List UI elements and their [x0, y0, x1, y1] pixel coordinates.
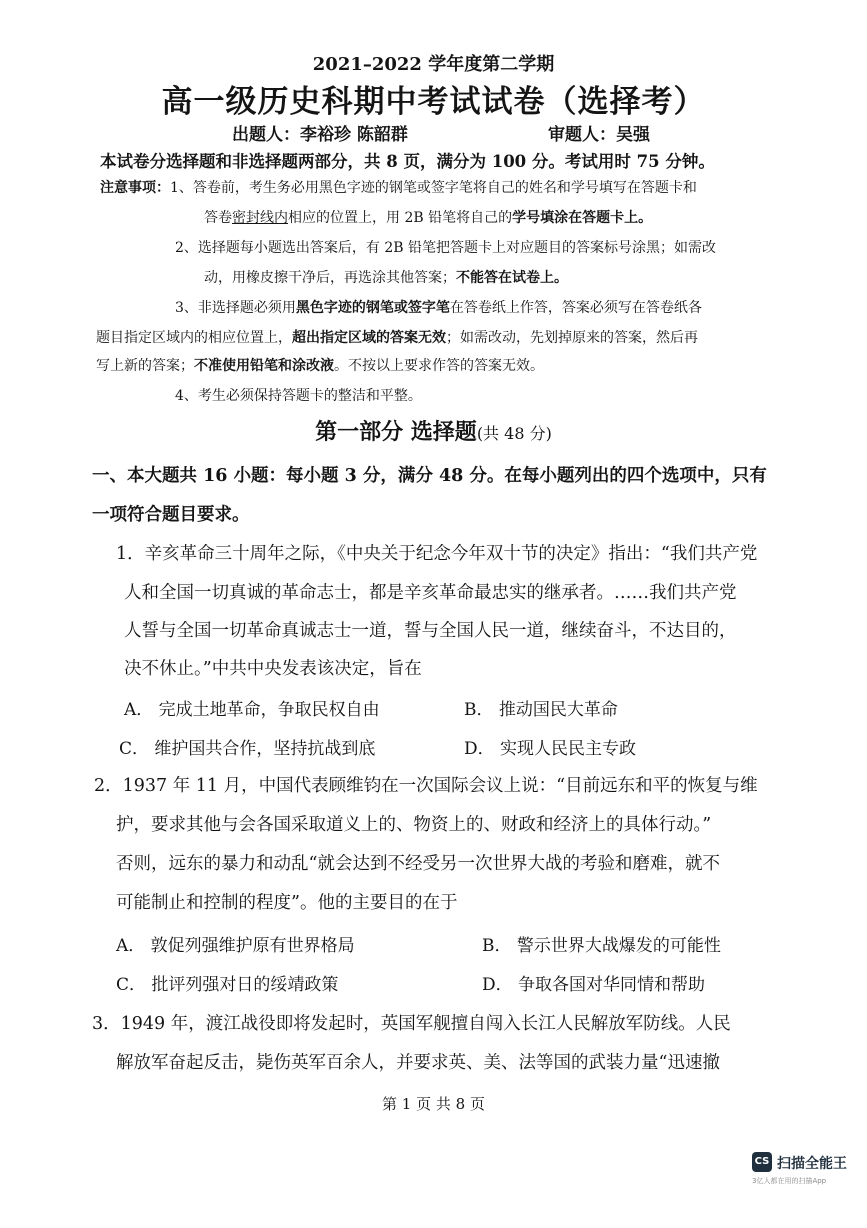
note-1-text-a: 1、答卷前，考生务必用黑色字迹的钢笔或签字笔将自己的姓名和学号填写在答题卡和: [170, 180, 697, 196]
note-1-emphasis: 学号填涂在答题卡上。: [512, 210, 653, 226]
q2-stem-line-1: 2．1937 年 11 月，中国代表顾维钧在一次国际会议上说：“目前远东和平的恢复与维: [94, 776, 758, 796]
note-3-emphasis-b: 超出指定区域的答案无效: [292, 330, 446, 346]
setter-line: 出题人：李裕珍 陈韶群: [232, 125, 408, 145]
note-3-emphasis-c: 不准使用铅笔和涂改液: [194, 358, 334, 374]
reviewer-line: 审题人：吴强: [548, 125, 650, 145]
section-instruction-1: 一、本大题共 16 小题：每小题 3 分，满分 48 分。在每小题列出的四个选项中，只有: [92, 466, 767, 486]
note-3-text-a3: 在答卷纸上作答，答案必须写在答卷纸各: [449, 300, 702, 316]
note-3-text-c1: 写上新的答案；: [96, 358, 194, 374]
note-1-text-b3: 相应的位置上，用 2B 铅笔将自己的: [288, 210, 513, 226]
note-3-line-1: [175, 298, 702, 318]
q2-option-d: D． 争取各国对华同情和帮助: [482, 975, 706, 995]
q2-stem-line-2: 护，要求其他与会各国采取道义上的、物资上的、财政和经济上的具体行动。”: [116, 815, 712, 835]
page-footer: 第 1 页 共 8 页: [382, 1095, 485, 1113]
q1-stem-line-3: 人誓与全国一切革命真诚志士一道，誓与全国人民一道，继续奋斗，不达目的，: [124, 621, 737, 641]
q1-stem-line-2: 人和全国一切真诚的革命志士，都是辛亥革命最忠实的继承者。……我们共产党: [124, 583, 737, 603]
note-3-line-2: [96, 328, 698, 348]
notes-line-1: [100, 178, 697, 198]
note-1-text-b1: 答卷: [204, 210, 232, 226]
term-heading: 2021–2022 学年度第二学期: [312, 54, 555, 75]
note-2-line-2: [204, 268, 568, 288]
scanner-brand-name: 扫描全能王: [777, 1156, 847, 1172]
notes-label: 注意事项：: [100, 180, 170, 196]
note-3-text-c3: 。不按以上要求作答的答案无效。: [334, 358, 544, 374]
note-1-sealing-line: 密封线内: [232, 210, 288, 226]
q1-stem-line-1: 1．辛亥革命三十周年之际，《中央关于纪念今年双十节的决定》指出：“我们共产党: [116, 544, 758, 564]
q2-option-b: B． 警示世界大战爆发的可能性: [482, 936, 721, 956]
note-3-text-a1: 3、非选择题必须用: [175, 300, 296, 316]
q1-option-b: B． 推动国民大革命: [464, 700, 618, 720]
note-4: 4、考生必须保持答题卡的整洁和平整。: [175, 388, 422, 404]
q2-stem-line-3: 否则，远东的暴力和动乱“就会达到不经受另一次世界大战的考验和磨难，就不: [116, 854, 720, 874]
scanner-tagline: 3亿人都在用的扫描App: [752, 1177, 827, 1185]
exam-intro: 本试卷分选择题和非选择题两部分，共 8 页，满分为 100 分。考试用时 75 分钟。: [100, 152, 715, 171]
scanner-logo-icon: CS: [752, 1152, 772, 1172]
q3-stem-line-1: 3．1949 年，渡江战役即将发起时，英国军舰擅自闯入长江人民解放军防线。人民: [92, 1014, 731, 1034]
section-score: (共 48 分): [476, 424, 552, 443]
q1-option-c: C． 维护国共合作，坚持抗战到底: [119, 739, 376, 759]
notes-line-2: [204, 208, 652, 228]
q2-stem-line-4: 可能制止和控制的程度”。他的主要目的在于: [116, 893, 458, 913]
section-title-text: 第一部分 选择题: [315, 419, 477, 445]
q1-option-d: D． 实现人民民主专政: [464, 739, 637, 759]
note-3-text-b1: 题目指定区域内的相应位置上，: [96, 330, 292, 346]
section-title: [0, 415, 867, 446]
note-3-line-3: [96, 356, 544, 376]
note-2-line-1: 2、选择题每小题选出答案后，有 2B 铅笔把答题卡上对应题目的答案标号涂黑；如需改: [175, 240, 717, 256]
q1-stem-line-4: 决不休止。”中共中央发表该决定，旨在: [124, 659, 422, 679]
q1-option-a: A． 完成土地革命，争取民权自由: [124, 700, 380, 720]
q3-stem-line-2: 解放军奋起反击，毙伤英军百余人，并要求英、美、法等国的武装力量“迅速撤: [116, 1053, 720, 1073]
exam-title: 高一级历史科期中考试试卷（选择考）: [161, 84, 706, 120]
note-3-emphasis-a: 黑色字迹的钢笔或签字笔: [295, 300, 450, 316]
section-instruction-2: 一项符合题目要求。: [92, 505, 250, 525]
q2-option-a: A． 敦促列强维护原有世界格局: [116, 936, 355, 956]
scanner-watermark: [752, 1152, 862, 1192]
note-2-emphasis: 不能答在试卷上。: [456, 270, 568, 286]
note-3-text-b3: ；如需改动，先划掉原来的答案，然后再: [446, 330, 698, 346]
note-2-text: 动，用橡皮擦干净后，再选涂其他答案；: [204, 270, 456, 286]
q2-option-c: C． 批评列强对日的绥靖政策: [116, 975, 339, 995]
